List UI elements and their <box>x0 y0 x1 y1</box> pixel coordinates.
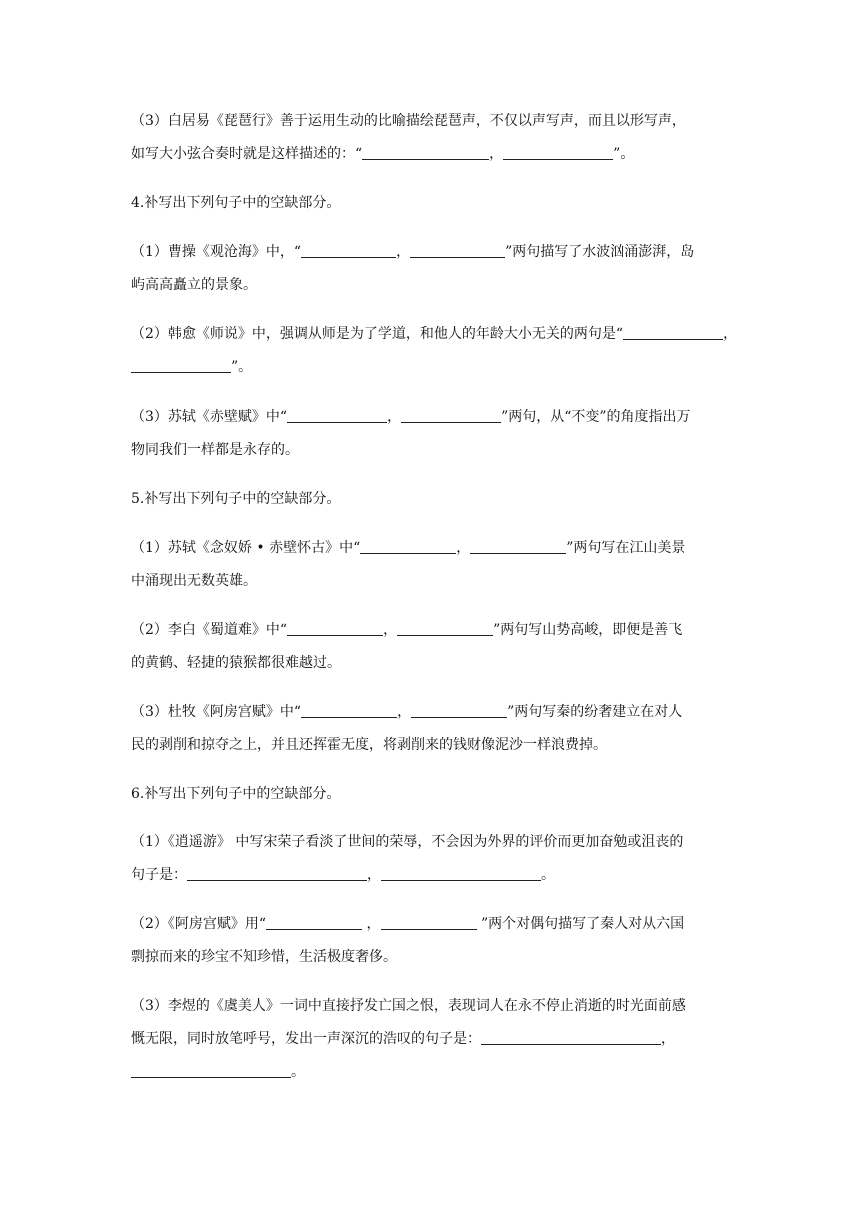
q5-item1: （1）苏轼《念奴娇 • 赤壁怀古》中“ ， ”两句写在江山美景 中涌现出无数英雄。 <box>131 532 731 598</box>
q6-item3: （3）李煜的《虞美人》一词中直接抒发亡国之恨，表现词人在永不停止消逝的时光面前感 慨无限，同时放笔呼号，发出一声深沉的浩叹的句子是： ， 。 <box>131 998 686 1080</box>
q3-item3-line1: （3）白居易《琵琶行》善于运用生动的比喻描绘琵琶声，不仅以声写声，而且以形写声， <box>131 113 686 129</box>
q6-item1: （1）《逍遥游》 中写宋荣子看淡了世间的荣辱，不会因为外界的评价而更加奋勉或沮丧的 句子是： ， 。 <box>131 834 684 883</box>
answer-blank[interactable] <box>623 323 723 340</box>
answer-blank[interactable] <box>381 913 477 930</box>
q5-item2: （2）李白《蜀道难》中“ ， ”两句写山势高峻，即便是善飞 的黄鹤、轻捷的猿猴都很难越过。 <box>131 614 731 680</box>
q4-item2: （2）韩愈《师说》中，强调从师是为了学道，和他人的年龄大小无关的两句是“ ， ”。 <box>131 318 731 384</box>
q5-item3: （3）杜牧《阿房宫赋》中“ ， ”两句写秦的纷奢建立在对人 民的剥削和掠夺之上，并且还挥霍无度，将剥削来的钱财像泥沙一样浪费掉。 <box>131 696 731 762</box>
q3-item3-line2: 如写大小弦合奏时就是这样描述的：“ ， ”。 <box>131 138 731 171</box>
q5-heading: 5.补写出下列句子中的空缺部分。 <box>131 491 341 507</box>
answer-blank[interactable] <box>187 864 367 881</box>
answer-blank[interactable] <box>301 241 396 258</box>
q4-item3: （3）苏轼《赤壁赋》中“ ， ”两句，从“不变”的角度指出万 物同我们一样都是永存的。 <box>131 401 731 467</box>
answer-blank[interactable] <box>397 619 493 636</box>
answer-blank[interactable] <box>287 619 383 636</box>
answer-blank[interactable] <box>131 356 231 373</box>
answer-blank[interactable] <box>362 143 489 160</box>
answer-blank[interactable] <box>266 913 362 930</box>
answer-blank[interactable] <box>381 864 541 881</box>
answer-blank[interactable] <box>131 1061 291 1078</box>
answer-blank[interactable] <box>287 406 387 423</box>
q3-item3 <box>131 105 731 171</box>
q4-item1: （1）曹操《观沧海》中，“ ， ”两句描写了水波汹涌澎湃，岛 屿高高矗立的景象。 <box>131 236 731 302</box>
answer-blank[interactable] <box>301 701 397 718</box>
answer-blank[interactable] <box>360 537 456 554</box>
q4-heading: 4.补写出下列句子中的空缺部分。 <box>131 195 341 211</box>
q6-item2: （2）《阿房宫赋》用“ ， ”两个对偶句描写了秦人对从六国 剽掠而来的珍宝不知珍惜，生活极度奢侈。 <box>131 908 731 974</box>
answer-blank[interactable] <box>470 537 566 554</box>
answer-blank[interactable] <box>401 406 501 423</box>
answer-blank[interactable] <box>410 241 505 258</box>
answer-blank[interactable] <box>503 143 613 160</box>
answer-blank[interactable] <box>481 1028 661 1045</box>
answer-blank[interactable] <box>411 701 507 718</box>
q6-heading: 6.补写出下列句子中的空缺部分。 <box>131 786 341 802</box>
